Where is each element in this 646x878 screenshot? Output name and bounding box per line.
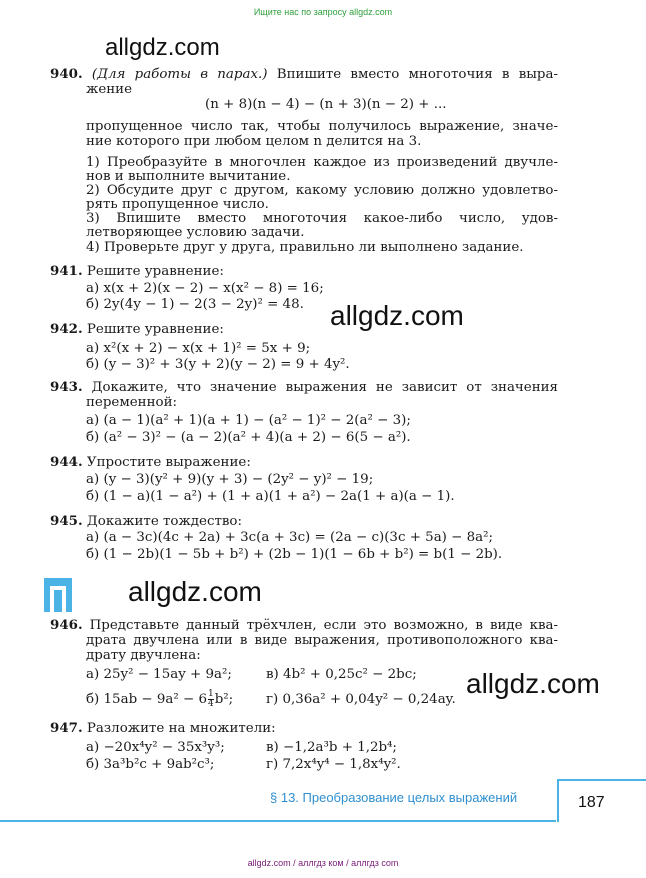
p940-line2: жение <box>86 82 133 97</box>
p946-b-post: b²; <box>214 692 234 707</box>
p940-lead-rest: Впишите вместо многоточия в выра- <box>276 67 558 82</box>
p945-title-text: Докажите тождество: <box>86 514 243 529</box>
p942-title-text: Решите уравнение: <box>86 322 224 337</box>
p944-b: б) (1 − a)(1 − a²) + (1 + a)(1 + a²) − 2a(1 + a)(a − 1). <box>86 489 455 504</box>
p944-a: а) (y − 3)(y² + 9)(y + 3) − (2y² − y)² − 19; <box>86 472 374 487</box>
p944-title <box>50 455 251 470</box>
p941-b: б) 2y(4y − 1) − 2(3 − 2y)² = 48. <box>86 297 304 312</box>
p942-number: 942. <box>50 321 83 337</box>
p946-line2: драта двучлена или в виде выражения, противоположного ква- <box>86 633 558 648</box>
watermark: allgdz.com <box>466 668 600 699</box>
p940-step1a: 1) Преобразуйте в многочлен каждое из произведений двучле- <box>86 155 558 170</box>
page-number: 187 <box>578 794 605 811</box>
fraction-den: 4 <box>208 699 214 709</box>
p940-step2b: рять пропущенное число. <box>86 197 269 212</box>
p945-title <box>50 514 242 529</box>
p946-v: в) 4b² + 0,25c² − 2bc; <box>266 667 417 682</box>
p946-b <box>86 690 233 709</box>
footer-divider-top <box>557 779 646 781</box>
p944-title-text: Упростите выражение: <box>86 455 251 470</box>
section-title: § 13. Преобразование целых выражений <box>270 790 518 805</box>
top-banner[interactable]: Ищите нас по запросу allgdz.com <box>253 7 393 17</box>
p946-number: 946. <box>50 617 83 633</box>
fraction-num: 1 <box>208 689 214 699</box>
watermark: allgdz.com <box>105 34 220 61</box>
p946-a: а) 25y² − 15ay + 9a²; <box>86 667 232 682</box>
p940-formula: (n + 8)(n − 4) − (n + 3)(n − 2) + ... <box>205 97 447 112</box>
p941-title-text: Решите уравнение: <box>86 264 224 279</box>
p947-title-text: Разложите на множители: <box>86 721 276 736</box>
p943-title-text: Докажите, что значение выражения не зависит от значения <box>91 380 558 395</box>
p944-number: 944. <box>50 454 83 470</box>
p943-a: а) (a − 1)(a² + 1)(a + 1) − (a² − 1)² − 2(a² − 3); <box>86 413 411 428</box>
p941-number: 941. <box>50 263 83 279</box>
p947-a: а) −20x⁴y² − 35x³y³; <box>86 740 225 755</box>
p940-step3b: летворяющее условию задачи. <box>86 225 305 240</box>
p946-b-pre: б) 15ab − 9a² − 6 <box>86 692 207 707</box>
p940-step2a: 2) Обсудите друг с другом, какому условию должно удовлетво- <box>86 183 558 198</box>
p940-lead: (Для работы в парах.) <box>91 67 268 82</box>
p940-step3a: 3) Впишите вместо многоточия какое-либо число, удов- <box>86 211 558 226</box>
p942-title <box>50 322 224 337</box>
footer-divider <box>0 820 556 822</box>
p943-title <box>50 380 558 395</box>
p942-b: б) (y − 3)² + 3(y + 2)(y − 2) = 9 + 4y². <box>86 357 350 372</box>
fraction <box>208 690 214 709</box>
p940-line5: ние которого при любом целом n делится на 3. <box>86 134 422 149</box>
p947-v: в) −1,2a³b + 1,2b⁴; <box>266 740 397 755</box>
p940-number: 940. <box>50 66 83 82</box>
p946-line1-text: Представьте данный трёхчлен, если это возможно, в виде ква- <box>89 618 558 633</box>
p942-a: а) x²(x + 2) − x(x + 1)² = 5x + 9; <box>86 341 311 356</box>
section-marker-icon <box>44 578 72 612</box>
p947-b: б) 3a³b²c + 9ab²c³; <box>86 757 215 772</box>
p947-g: г) 7,2x⁴y⁴ − 1,8x⁴y². <box>266 757 401 772</box>
p941-a: а) x(x + 2)(x − 2) − x(x² − 8) = 16; <box>86 281 324 296</box>
p943-number: 943. <box>50 379 83 395</box>
p946-g: г) 0,36a² + 0,04y² − 0,24ay. <box>266 692 456 707</box>
p946-line1 <box>50 618 558 633</box>
p940-line1 <box>50 67 558 82</box>
p946-line3: драту двучлена: <box>86 648 201 663</box>
p943-title2: переменной: <box>86 395 178 410</box>
watermark: allgdz.com <box>128 576 262 607</box>
p945-a: а) (a − 3c)(4c + 2a) + 3c(a + 3c) = (2a − c)(3c + 5a) − 8a²; <box>86 530 494 545</box>
p940-step1b: нов и выполните вычитание. <box>86 169 291 184</box>
p940-step4: 4) Проверьте друг у друга, правильно ли выполнено задание. <box>86 240 524 255</box>
p941-title <box>50 264 224 279</box>
p943-b: б) (a² − 3)² − (a − 2)(a² + 4)(a + 2) − 6(5 − a²). <box>86 430 411 445</box>
p945-number: 945. <box>50 513 83 529</box>
p940-line4: пропущенное число так, чтобы получилось выражение, значе- <box>86 119 558 134</box>
bottom-links[interactable]: allgdz.com / аллгдз ком / аллгдз com <box>247 858 399 868</box>
watermark: allgdz.com <box>330 300 464 331</box>
p945-b: б) (1 − 2b)(1 − 5b + b²) + (2b − 1)(1 − 6b + b²) = b(1 − 2b). <box>86 547 503 562</box>
p947-number: 947. <box>50 720 83 736</box>
p947-title <box>50 721 276 736</box>
footer-divider-vertical <box>557 780 559 822</box>
